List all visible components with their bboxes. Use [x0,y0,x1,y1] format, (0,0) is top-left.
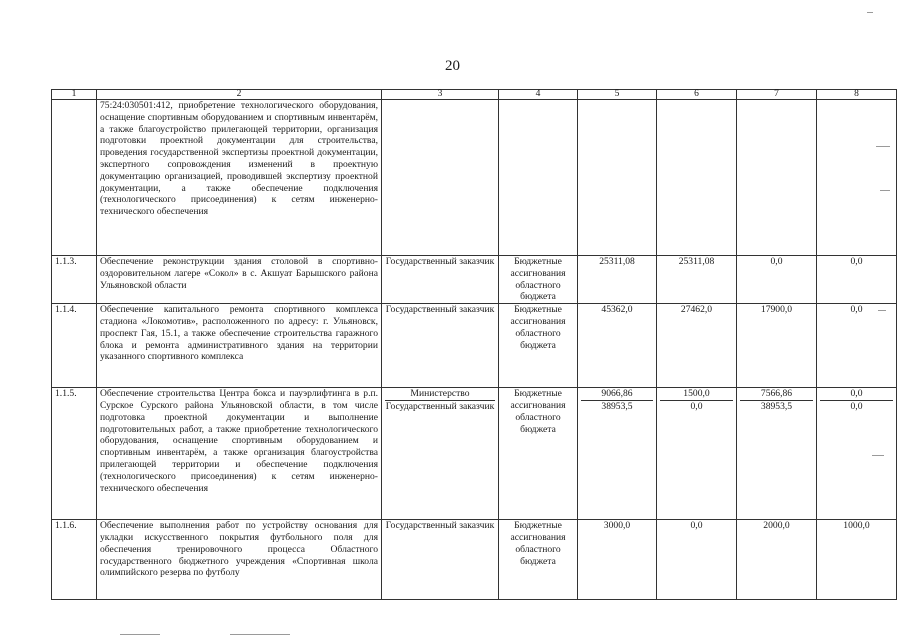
row-value-line: 1500,0 [660,388,733,401]
row-value-line: 38953,5 [760,400,793,412]
row-executor: Государственный заказчик [382,256,499,304]
column-header: 3 [382,90,499,100]
row-value-line: 0,0 [850,400,863,412]
row-executor-line: Государственный заказчик [385,400,495,412]
column-header: 1 [52,90,97,100]
row-executor [382,100,499,256]
row-value-col8: 0,0 [817,256,897,304]
row-value-col6: 27462,0 [657,304,737,388]
row-executor: Государственный заказчик [382,520,499,600]
column-header: 6 [657,90,737,100]
row-value-col5: 3000,0 [578,520,657,600]
row-value-col6: 25311,08 [657,256,737,304]
row-value-col7 [737,388,817,520]
table-row [52,100,897,256]
row-value-col7 [737,100,817,256]
row-value-col5: 45362,0 [578,304,657,388]
row-number [52,100,97,256]
row-description: Обеспечение реконструкции здания столовой в спортивно-оздоровительном лагере «Сокол» в с. Акшуат Барышского района Ульяновской области [97,256,382,304]
row-value-col7: 17900,0 [737,304,817,388]
table-row [52,520,897,600]
row-description: Обеспечение капитального ремонта спортивного комплекса стадиона «Локомотив», расположенного по адресу: г. Ульяновск, проспект Гая, 15.1, а также обеспечение строительства гаражного блока и ремонта административного здания на территории указанного спортивного комплекса [97,304,382,388]
row-funding-source [499,100,578,256]
column-header: 2 [97,90,382,100]
table-row [52,388,897,520]
row-executor: Государственный заказчик [382,304,499,388]
row-funding-source: Бюджетные ассигнования областного бюджета [499,256,578,304]
row-number: 1.1.4. [52,304,97,388]
row-number: 1.1.6. [52,520,97,600]
row-value-col8 [817,100,897,256]
row-value-line: 0,0 [690,400,703,412]
row-value-col6: 0,0 [657,520,737,600]
row-number: 1.1.3. [52,256,97,304]
column-header: 4 [499,90,578,100]
row-value-line: 38953,5 [601,400,633,412]
table-row [52,256,897,304]
budget-table [51,89,897,600]
row-value-line: 9066,86 [581,388,653,401]
column-header: 5 [578,90,657,100]
row-value-col8: 0,0 [817,304,897,388]
row-value-line: 0,0 [820,388,893,401]
table-row [52,304,897,388]
column-header: 8 [817,90,897,100]
page-number: 20 [445,58,460,74]
row-number: 1.1.5. [52,388,97,520]
row-value-col5: 25311,08 [578,256,657,304]
row-value-col5 [578,100,657,256]
column-header: 7 [737,90,817,100]
row-description: 75:24:030501:412, приобретение технологического оборудования, оснащение спортивным оборудованием и спортивным инвентарём, а также благоустройство прилегающей территории, организация подготовки проектной документации для строительства, проведения государственной экспертизы проектной документации, экспертного сопровождения изменений в проектную документацию организацией, проводившей экспертизу проектной документации, а также обеспечение подключения (технологического присоединения) к сетям инженерно-технического обеспечения [97,100,382,256]
row-value-col6 [657,388,737,520]
row-funding-source: Бюджетные ассигнования областного бюджета [499,388,578,520]
row-description: Обеспечение строительства Центра бокса и пауэрлифтинга в р.п. Сурское Сурского района Ульяновской области, в том числе подготовка проектной документации и выполнение подготовительных работ, а также приобретение технологического оборудования, оснащение спортивным оборудованием и спортивным инвентарём, а также организация благоустройства прилегающей территории и обеспечение подключения (технологического присоединения) к сетям инженерно-технического обеспечения [97,388,382,520]
row-funding-source: Бюджетные ассигнования областного бюджета [499,304,578,388]
row-value-col8: 1000,0 [817,520,897,600]
row-value-col7: 2000,0 [737,520,817,600]
row-value-col7: 0,0 [737,256,817,304]
row-value-col5 [578,388,657,520]
row-executor-line: Министерство [385,388,495,401]
row-executor [382,388,499,520]
row-description: Обеспечение выполнения работ по устройству основания для укладки искусственного покрытия футбольного поля для обеспечения тренировочного процесса Областного государственного бюджетного учреждения «Спортивная школа олимпийского резерва по футболу [97,520,382,600]
row-value-col6 [657,100,737,256]
row-value-line: 7566,86 [740,388,813,401]
row-value-col8 [817,388,897,520]
row-funding-source: Бюджетные ассигнования областного бюджета [499,520,578,600]
column-number-row [52,90,897,100]
